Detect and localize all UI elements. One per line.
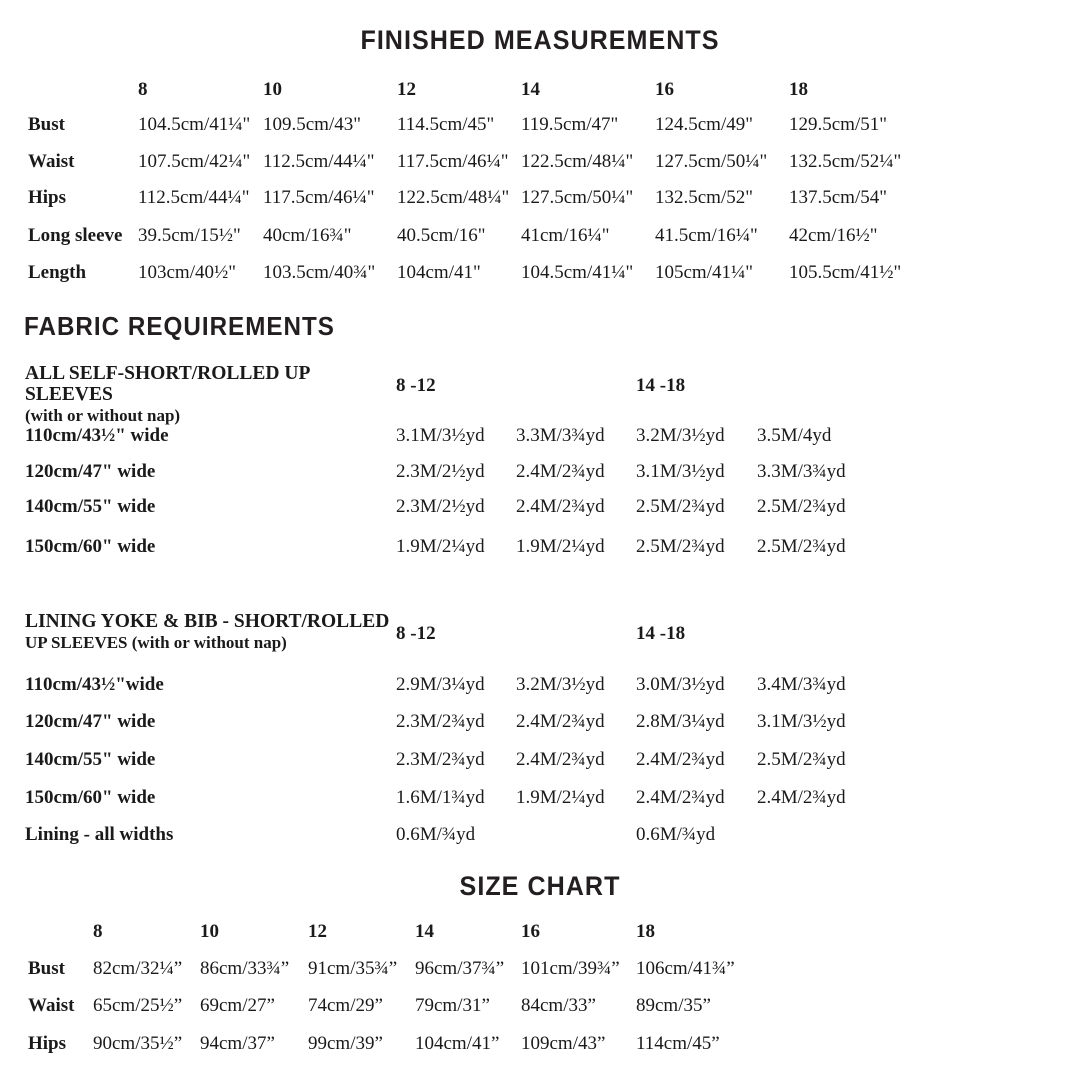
fabric-cell-s0-r3-c2: 2.5M/2¾yd: [636, 536, 725, 557]
size-row-label-waist: Waist: [28, 995, 75, 1016]
finished-row-label-hips: Hips: [28, 187, 67, 208]
size-cell-r2-c0: 90cm/35½”: [93, 1033, 183, 1054]
fabric-cell-s1-r0-c1: 3.2M/3½yd: [516, 674, 605, 695]
fabric-section-title-line1-0: ALL SELF-SHORT/ROLLED UP SLEEVES: [25, 363, 310, 405]
finished-cell-r0-c4: 124.5cm/49": [655, 114, 753, 135]
fabric-cell-s0-r1-c3: 3.3M/3¾yd: [757, 461, 846, 482]
fabric-cell-s0-r1-c0: 2.3M/2½yd: [396, 461, 485, 482]
finished-cell-r2-c2: 122.5cm/48¼": [397, 187, 510, 208]
finished-col-header-8: 8: [138, 79, 148, 100]
fabric-cell-s1-r4-c0: 0.6M/¾yd: [396, 824, 476, 845]
fabric-group-header-s1-1: 14 -18: [636, 623, 686, 644]
finished-cell-r3-c1: 40cm/16¾": [263, 225, 352, 246]
finished-cell-r3-c4: 41.5cm/16¼": [655, 225, 758, 246]
fabric-cell-s0-r3-c3: 2.5M/2¾yd: [757, 536, 846, 557]
size-cell-r0-c1: 86cm/33¾”: [200, 958, 290, 979]
size-cell-r1-c3: 79cm/31”: [415, 995, 490, 1016]
fabric-section-title-line2-1: UP SLEEVES (with or without nap): [25, 633, 287, 652]
finished-cell-r2-c3: 127.5cm/50¼": [521, 187, 634, 208]
size-cell-r1-c2: 74cm/29”: [308, 995, 383, 1016]
fabric-row-label-s1-r0: 110cm/43½"wide: [25, 674, 164, 695]
finished-cell-r1-c3: 122.5cm/48¼": [521, 151, 634, 172]
size-col-header-16: 16: [521, 921, 540, 942]
finished-cell-r1-c4: 127.5cm/50¼": [655, 151, 768, 172]
size-cell-r0-c3: 96cm/37¾”: [415, 958, 505, 979]
fabric-cell-s0-r0-c3: 3.5M/4yd: [757, 425, 832, 446]
size-chart-heading: SIZE CHART: [459, 871, 621, 901]
finished-cell-r1-c0: 107.5cm/42¼": [138, 151, 251, 172]
finished-cell-r0-c1: 109.5cm/43": [263, 114, 361, 135]
size-cell-r1-c0: 65cm/25½”: [93, 995, 183, 1016]
size-col-header-12: 12: [308, 921, 327, 942]
size-row-label-bust: Bust: [28, 958, 65, 979]
fabric-cell-s0-r2-c1: 2.4M/2¾yd: [516, 496, 605, 517]
fabric-cell-s0-r1-c1: 2.4M/2¾yd: [516, 461, 605, 482]
finished-row-label-length: Length: [28, 262, 87, 283]
size-cell-r2-c5: 114cm/45”: [636, 1033, 720, 1054]
finished-cell-r0-c5: 129.5cm/51": [789, 114, 887, 135]
fabric-group-header-s1-0: 8 -12: [396, 623, 436, 644]
fabric-row-label-s1-r3: 150cm/60" wide: [25, 787, 156, 808]
fabric-cell-s1-r4-c2: 0.6M/¾yd: [636, 824, 716, 845]
size-cell-r0-c2: 91cm/35¾”: [308, 958, 398, 979]
size-col-header-18: 18: [636, 921, 655, 942]
finished-cell-r4-c3: 104.5cm/41¼": [521, 262, 634, 283]
finished-cell-r3-c0: 39.5cm/15½": [138, 225, 241, 246]
finished-cell-r1-c1: 112.5cm/44¼": [263, 151, 375, 172]
fabric-cell-s1-r2-c1: 2.4M/2¾yd: [516, 749, 605, 770]
size-cell-r0-c0: 82cm/32¼”: [93, 958, 183, 979]
fabric-cell-s1-r3-c1: 1.9M/2¼yd: [516, 787, 605, 808]
fabric-cell-s0-r0-c2: 3.2M/3½yd: [636, 425, 725, 446]
fabric-cell-s0-r2-c3: 2.5M/2¾yd: [757, 496, 846, 517]
fabric-cell-s1-r3-c3: 2.4M/2¾yd: [757, 787, 846, 808]
size-cell-r2-c3: 104cm/41”: [415, 1033, 500, 1054]
fabric-row-label-s0-r1: 120cm/47" wide: [25, 461, 156, 482]
fabric-cell-s0-r0-c1: 3.3M/3¾yd: [516, 425, 605, 446]
finished-cell-r0-c2: 114.5cm/45": [397, 114, 495, 135]
fabric-cell-s0-r1-c2: 3.1M/3½yd: [636, 461, 725, 482]
fabric-cell-s1-r1-c0: 2.3M/2¾yd: [396, 711, 485, 732]
size-cell-r0-c4: 101cm/39¾”: [521, 958, 620, 979]
fabric-cell-s1-r1-c3: 3.1M/3½yd: [757, 711, 846, 732]
finished-row-label-waist: Waist: [28, 151, 75, 172]
finished-cell-r0-c0: 104.5cm/41¼": [138, 114, 251, 135]
finished-row-label-long-sleeve: Long sleeve: [28, 225, 123, 246]
finished-cell-r3-c3: 41cm/16¼": [521, 225, 610, 246]
fabric-cell-s1-r0-c0: 2.9M/3¼yd: [396, 674, 485, 695]
finished-measurements-heading: FINISHED MEASUREMENTS: [360, 25, 720, 55]
fabric-group-header-s0-1: 14 -18: [636, 375, 686, 396]
finished-cell-r2-c1: 117.5cm/46¼": [263, 187, 375, 208]
fabric-row-label-s1-r2: 140cm/55" wide: [25, 749, 156, 770]
fabric-row-label-s0-r0: 110cm/43½" wide: [25, 425, 169, 446]
finished-cell-r4-c4: 105cm/41¼": [655, 262, 753, 283]
finished-cell-r2-c5: 137.5cm/54": [789, 187, 887, 208]
fabric-group-header-s0-0: 8 -12: [396, 375, 436, 396]
size-cell-r1-c5: 89cm/35”: [636, 995, 711, 1016]
fabric-cell-s0-r3-c0: 1.9M/2¼yd: [396, 536, 485, 557]
size-col-header-10: 10: [200, 921, 219, 942]
fabric-cell-s1-r2-c0: 2.3M/2¾yd: [396, 749, 485, 770]
size-col-header-8: 8: [93, 921, 103, 942]
fabric-cell-s1-r1-c1: 2.4M/2¾yd: [516, 711, 605, 732]
size-cell-r2-c1: 94cm/37”: [200, 1033, 275, 1054]
fabric-section-title-line2-0: (with or without nap): [25, 406, 181, 425]
fabric-row-label-s0-r2: 140cm/55" wide: [25, 496, 156, 517]
fabric-requirements-heading: FABRIC REQUIREMENTS: [24, 311, 335, 341]
fabric-cell-s0-r0-c0: 3.1M/3½yd: [396, 425, 485, 446]
finished-cell-r2-c4: 132.5cm/52": [655, 187, 753, 208]
finished-cell-r4-c1: 103.5cm/40¾": [263, 262, 376, 283]
finished-col-header-10: 10: [263, 79, 282, 100]
size-cell-r0-c5: 106cm/41¾”: [636, 958, 735, 979]
fabric-row-label-s1-r1: 120cm/47" wide: [25, 711, 156, 732]
fabric-cell-s1-r3-c2: 2.4M/2¾yd: [636, 787, 725, 808]
finished-cell-r4-c5: 105.5cm/41½": [789, 262, 902, 283]
fabric-cell-s0-r2-c0: 2.3M/2½yd: [396, 496, 485, 517]
fabric-cell-s1-r2-c3: 2.5M/2¾yd: [757, 749, 846, 770]
size-cell-r1-c1: 69cm/27”: [200, 995, 275, 1016]
fabric-cell-s0-r2-c2: 2.5M/2¾yd: [636, 496, 725, 517]
fabric-cell-s1-r3-c0: 1.6M/1¾yd: [396, 787, 485, 808]
finished-col-header-14: 14: [521, 79, 540, 100]
finished-cell-r2-c0: 112.5cm/44¼": [138, 187, 250, 208]
fabric-cell-s1-r2-c2: 2.4M/2¾yd: [636, 749, 725, 770]
fabric-cell-s1-r1-c2: 2.8M/3¼yd: [636, 711, 725, 732]
finished-cell-r1-c2: 117.5cm/46¼": [397, 151, 509, 172]
size-col-header-14: 14: [415, 921, 434, 942]
finished-cell-r4-c2: 104cm/41": [397, 262, 481, 283]
fabric-row-label-s1-r4: Lining - all widths: [25, 824, 174, 845]
finished-cell-r0-c3: 119.5cm/47": [521, 114, 619, 135]
fabric-row-label-s0-r3: 150cm/60" wide: [25, 536, 156, 557]
finished-cell-r3-c5: 42cm/16½": [789, 225, 878, 246]
finished-col-header-18: 18: [789, 79, 808, 100]
finished-cell-r3-c2: 40.5cm/16": [397, 225, 486, 246]
fabric-cell-s0-r3-c1: 1.9M/2¼yd: [516, 536, 605, 557]
fabric-cell-s1-r0-c2: 3.0M/3½yd: [636, 674, 725, 695]
size-cell-r1-c4: 84cm/33”: [521, 995, 596, 1016]
size-row-label-hips: Hips: [28, 1033, 67, 1054]
finished-cell-r4-c0: 103cm/40½": [138, 262, 236, 283]
size-cell-r2-c4: 109cm/43”: [521, 1033, 606, 1054]
finished-cell-r1-c5: 132.5cm/52¼": [789, 151, 902, 172]
fabric-section-title-line1-1: LINING YOKE & BIB - SHORT/ROLLED: [25, 611, 390, 632]
finished-col-header-16: 16: [655, 79, 674, 100]
fabric-cell-s1-r0-c3: 3.4M/3¾yd: [757, 674, 846, 695]
finished-col-header-12: 12: [397, 79, 416, 100]
finished-row-label-bust: Bust: [28, 114, 65, 135]
size-cell-r2-c2: 99cm/39”: [308, 1033, 383, 1054]
